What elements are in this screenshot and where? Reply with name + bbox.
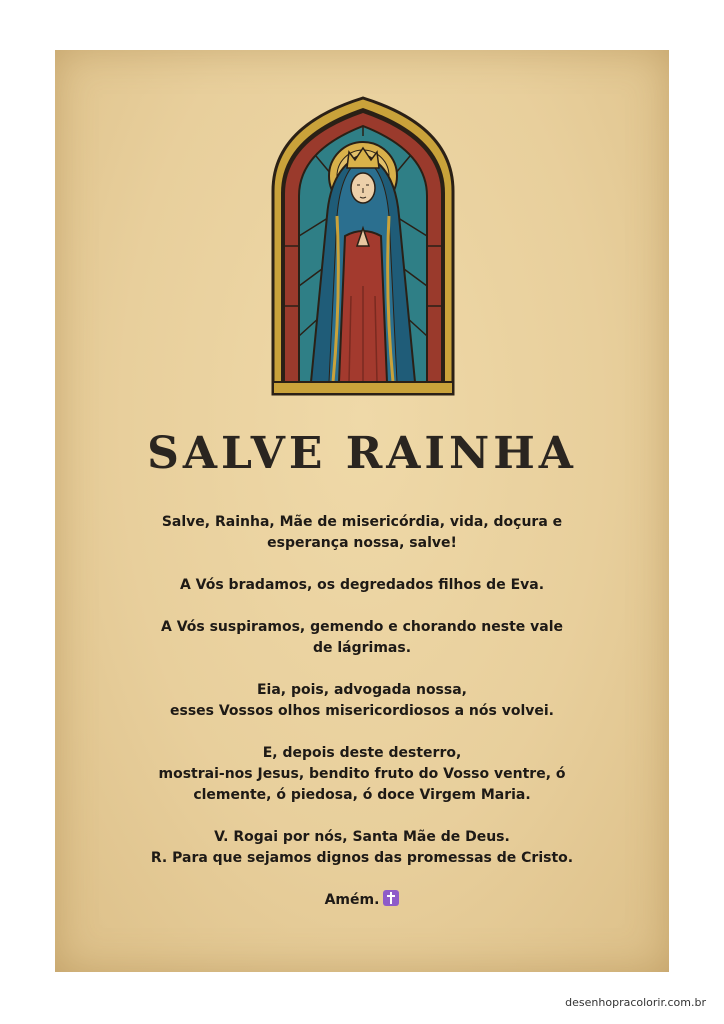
prayer-line: esperança nossa, salve! [267, 535, 457, 551]
prayer-stanza [115, 743, 609, 806]
prayer-stanza [115, 617, 609, 659]
prayer-title: SALVE RAINHA [147, 428, 577, 479]
prayer-stanza [115, 512, 609, 554]
amen-text: Amém. [324, 892, 380, 908]
prayer-stanza [115, 680, 609, 722]
stained-glass-window-illustration [271, 96, 455, 396]
prayer-line: de lágrimas. [312, 640, 412, 656]
prayer-line: R. Para que sejamos dignos das promessas de Cristo. [150, 850, 574, 866]
prayer-line: A Vós suspiramos, gemendo e chorando neste vale [160, 619, 564, 635]
parchment-page [55, 50, 669, 972]
prayer-line: A Vós bradamos, os degredados filhos de Eva. [179, 577, 545, 593]
prayer-line: esses Vossos olhos misericordiosos a nós volvei. [170, 703, 554, 719]
amen-line [115, 890, 609, 911]
prayer-text [115, 512, 609, 932]
prayer-line: V. Rogai por nós, Santa Mãe de Deus. [214, 829, 510, 845]
footer-site-link[interactable]: desenhopracolorir.com.br [565, 996, 706, 1009]
prayer-line: Eia, pois, advogada nossa, [256, 682, 467, 698]
latin-cross-icon [383, 890, 399, 906]
prayer-line: mostrai-nos Jesus, bendito fruto do Vosso ventre, ó [158, 766, 566, 782]
prayer-stanza [115, 575, 609, 596]
prayer-line: Salve, Rainha, Mãe de misericórdia, vida, doçura e [161, 514, 563, 530]
prayer-line: E, depois deste desterro, [262, 745, 462, 761]
prayer-stanza [115, 827, 609, 869]
prayer-line: clemente, ó piedosa, ó doce Virgem Maria. [193, 787, 531, 803]
